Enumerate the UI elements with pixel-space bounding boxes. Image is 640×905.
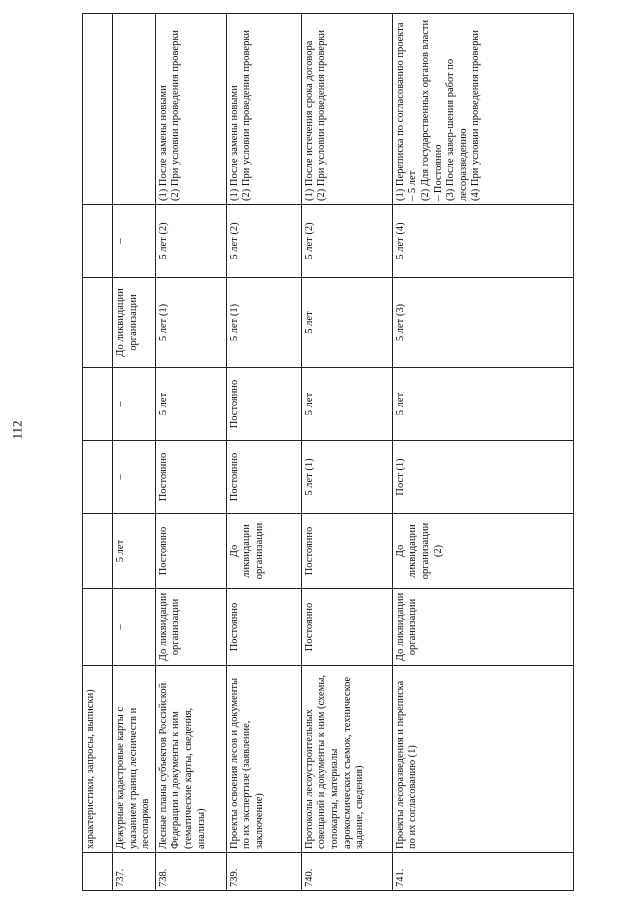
retention-cell-2: 5 лет: [113, 514, 156, 589]
row-number-cell: 738.: [155, 853, 226, 891]
retention-cell-4: 5 лет: [392, 368, 573, 441]
page-number-text: 112: [10, 420, 25, 440]
retention-cell-3: –: [113, 441, 156, 514]
retention-cell-1: Постоянно: [226, 589, 301, 666]
table-row: [392, 14, 573, 891]
rotated-table-wrapper: [82, 14, 555, 891]
note-cell: [113, 14, 156, 205]
document-description-cell: Проекты лесоразведения и переписка по их согласованию (1): [392, 666, 573, 853]
note-cell: [83, 14, 113, 205]
row-number-cell: [83, 853, 113, 891]
retention-cell-5: [83, 278, 113, 368]
document-description-cell: Дежурные кадастровые карты с указанием границ лесничеств и лесопарков: [113, 666, 156, 853]
retention-cell-4: 5 лет: [155, 368, 226, 441]
document-description-cell: Лесные планы субъектов Российской Федерации и документы к ним (тематические карты, сведения, анализы): [155, 666, 226, 853]
retention-cell-6: –: [113, 205, 156, 278]
table-row: [226, 14, 301, 891]
row-number-cell: 741.: [392, 853, 573, 891]
retention-cell-3: Постоянно: [155, 441, 226, 514]
retention-cell-1: –: [113, 589, 156, 666]
table-row: [113, 14, 156, 891]
retention-cell-5: 5 лет (3): [392, 278, 573, 368]
retention-cell-1: [83, 589, 113, 666]
retention-cell-4: [83, 368, 113, 441]
retention-cell-3: Постоянно: [226, 441, 301, 514]
retention-cell-4: Постоянно: [226, 368, 301, 441]
document-description-cell: Протоколы лесоустроительных совещаний и документы к ним (схемы, топокарты, материалы аэрокосмических съемок, техническое задание, сведения): [301, 666, 392, 853]
retention-cell-2: Постоянно: [155, 514, 226, 589]
note-cell: (1) После замены новыми (2) При условии проведения проверки: [226, 14, 301, 205]
retention-cell-6: [83, 205, 113, 278]
row-number-cell: 739.: [226, 853, 301, 891]
row-number-cell: 737.: [113, 853, 156, 891]
note-cell: (1) После замены новыми (2) При условии проведения проверки: [155, 14, 226, 205]
document-description-cell: характеристики, запросы, выписки): [83, 666, 113, 853]
retention-cell-2: До ликвидации организации: [226, 514, 301, 589]
document-description-cell: Проекты освоения лесов и документы по их экспертизе (заявление, заключение): [226, 666, 301, 853]
note-cell: (1) Переписка по согласованию проекта – 5 лет (2) Для государственных органов власти – Постоянно (3) После завер-шения работ по лесоразведению (4) При условии проведения проверки: [392, 14, 573, 205]
records-retention-table: [82, 13, 574, 891]
retention-cell-6: 5 лет (2): [226, 205, 301, 278]
retention-cell-3: Пост (1): [392, 441, 573, 514]
retention-cell-2: [83, 514, 113, 589]
retention-cell-1: До ликвидации организации: [392, 589, 573, 666]
retention-cell-2: До ликвидации организации (2): [392, 514, 573, 589]
page-number: [10, 400, 26, 460]
retention-cell-4: 5 лет: [301, 368, 392, 441]
retention-cell-2: Постоянно: [301, 514, 392, 589]
retention-cell-5: 5 лет (1): [155, 278, 226, 368]
table-row: [83, 14, 113, 891]
note-cell: (1) После истечения срока договора (2) При условии проведения проверки: [301, 14, 392, 205]
retention-cell-3: 5 лет (1): [301, 441, 392, 514]
retention-cell-5: 5 лет: [301, 278, 392, 368]
retention-cell-6: 5 лет (2): [155, 205, 226, 278]
table-row: [301, 14, 392, 891]
retention-cell-5: До ликвидации организации: [113, 278, 156, 368]
retention-cell-4: –: [113, 368, 156, 441]
retention-cell-1: Постоянно: [301, 589, 392, 666]
row-number-cell: 740.: [301, 853, 392, 891]
retention-cell-6: 5 лет (4): [392, 205, 573, 278]
retention-cell-1: До ликвидации организации: [155, 589, 226, 666]
retention-cell-6: 5 лет (2): [301, 205, 392, 278]
table-row: [155, 14, 226, 891]
retention-cell-3: [83, 441, 113, 514]
retention-cell-5: 5 лет (1): [226, 278, 301, 368]
